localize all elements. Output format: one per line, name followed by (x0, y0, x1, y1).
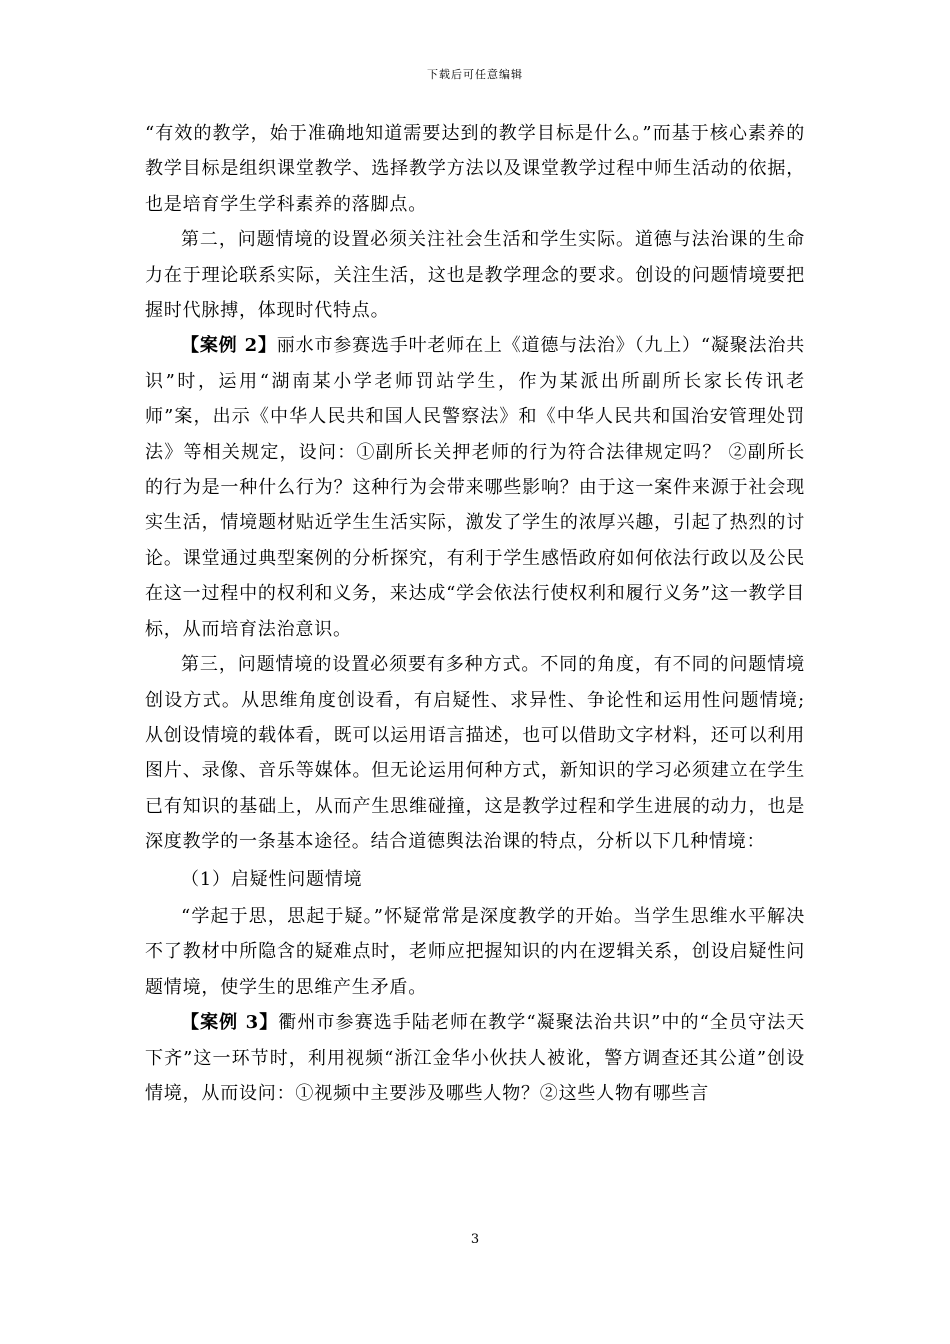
case-label: 【案例 3】 (181, 1012, 279, 1034)
paragraph-text: 第二，问题情境的设置必须关注社会生活和学生实际。道德与法治课的生命力在于理论联系实际，关注生活，这也是教学理念的要求。创设的问题情境要把握时代脉搏，体现时代特点。 (145, 229, 805, 322)
paragraph (145, 116, 805, 222)
page-number: 3 (470, 1232, 480, 1247)
paragraph (145, 1005, 805, 1111)
case-label: 【案例 2】 (181, 335, 277, 357)
paragraph (145, 899, 805, 1005)
paragraph-text: 丽水市参赛选手叶老师在上《道德与法治》（九上）“凝聚法治共识”时，运用“湖南某小学老师罚站学生，作为某派出所副所长家长传讯老师”案，出示《中华人民共和国人民警察法》和《中华人民共和国治安管理处罚法》等相关规定，设问：①副所长关押老师的行为符合法律规定吗？ ②副所长的行为是一种什么行为？这种行为会带来哪些影响？由于这一案件来源于社会现实生活，情境题材贴近学生生活实际，激发了学生的浓厚兴趣，引起了热烈的讨论。课堂通过典型案例的分析探究，有利于学生感悟政府如何依法行政以及公民在这一过程中的权利和义务，来达成“学会依法行使权利和履行义务”这一教学目标，从而培育法治意识。 (145, 335, 806, 640)
paragraph-text: “学起于思，思起于疑。”怀疑常常是深度教学的开始。当学生思维水平解决不了教材中所隐含的疑难点时，老师应把握知识的内在逻辑关系，创设启疑性问题情境，使学生的思维产生矛盾。 (145, 905, 805, 998)
paragraph-text: 第三，问题情境的设置必须要有多种方式。不同的角度，有不同的问题情境创设方式。从思维角度创设看，有启疑性、求异性、争论性和运用性问题情境;从创设情境的载体看，既可以运用语言描述，也可以借助文字材料，还可以利用图片、录像、音乐等媒体。但无论运用何种方式，新知识的学习必须建立在学生已有知识的基础上，从而产生思维碰撞，这是教学过程和学生进展的动力，也是深度教学的一条基本途径。结合道德舆法治课的特点，分析以下几种情境： (145, 654, 805, 853)
page-header: 下载后可任意编辑 (427, 68, 523, 81)
document-body (145, 116, 805, 1111)
subheading-text: （1）启疑性问题情境 (181, 868, 363, 890)
subheading (145, 862, 805, 897)
paragraph-text: “有效的教学，始于准确地知道需要达到的教学目标是什么。”而基于核心素养的教学目标是组织课堂教学、选择教学方法以及课堂教学过程中师生活动的依据，也是培育学生学科素养的落脚点。 (145, 123, 805, 215)
paragraph (145, 328, 805, 647)
paragraph (145, 222, 805, 328)
paragraph (145, 647, 805, 859)
paragraph-text: 衢州市参赛选手陆老师在教学“凝聚法治共识”中的“全员守法天下齐”这一环节时，利用视频“浙江金华小伙扶人被讹，警方调查还其公道”创设情境，从而设问：①视频中主要涉及哪些人物？②这些人物有哪些言 (145, 1012, 806, 1104)
